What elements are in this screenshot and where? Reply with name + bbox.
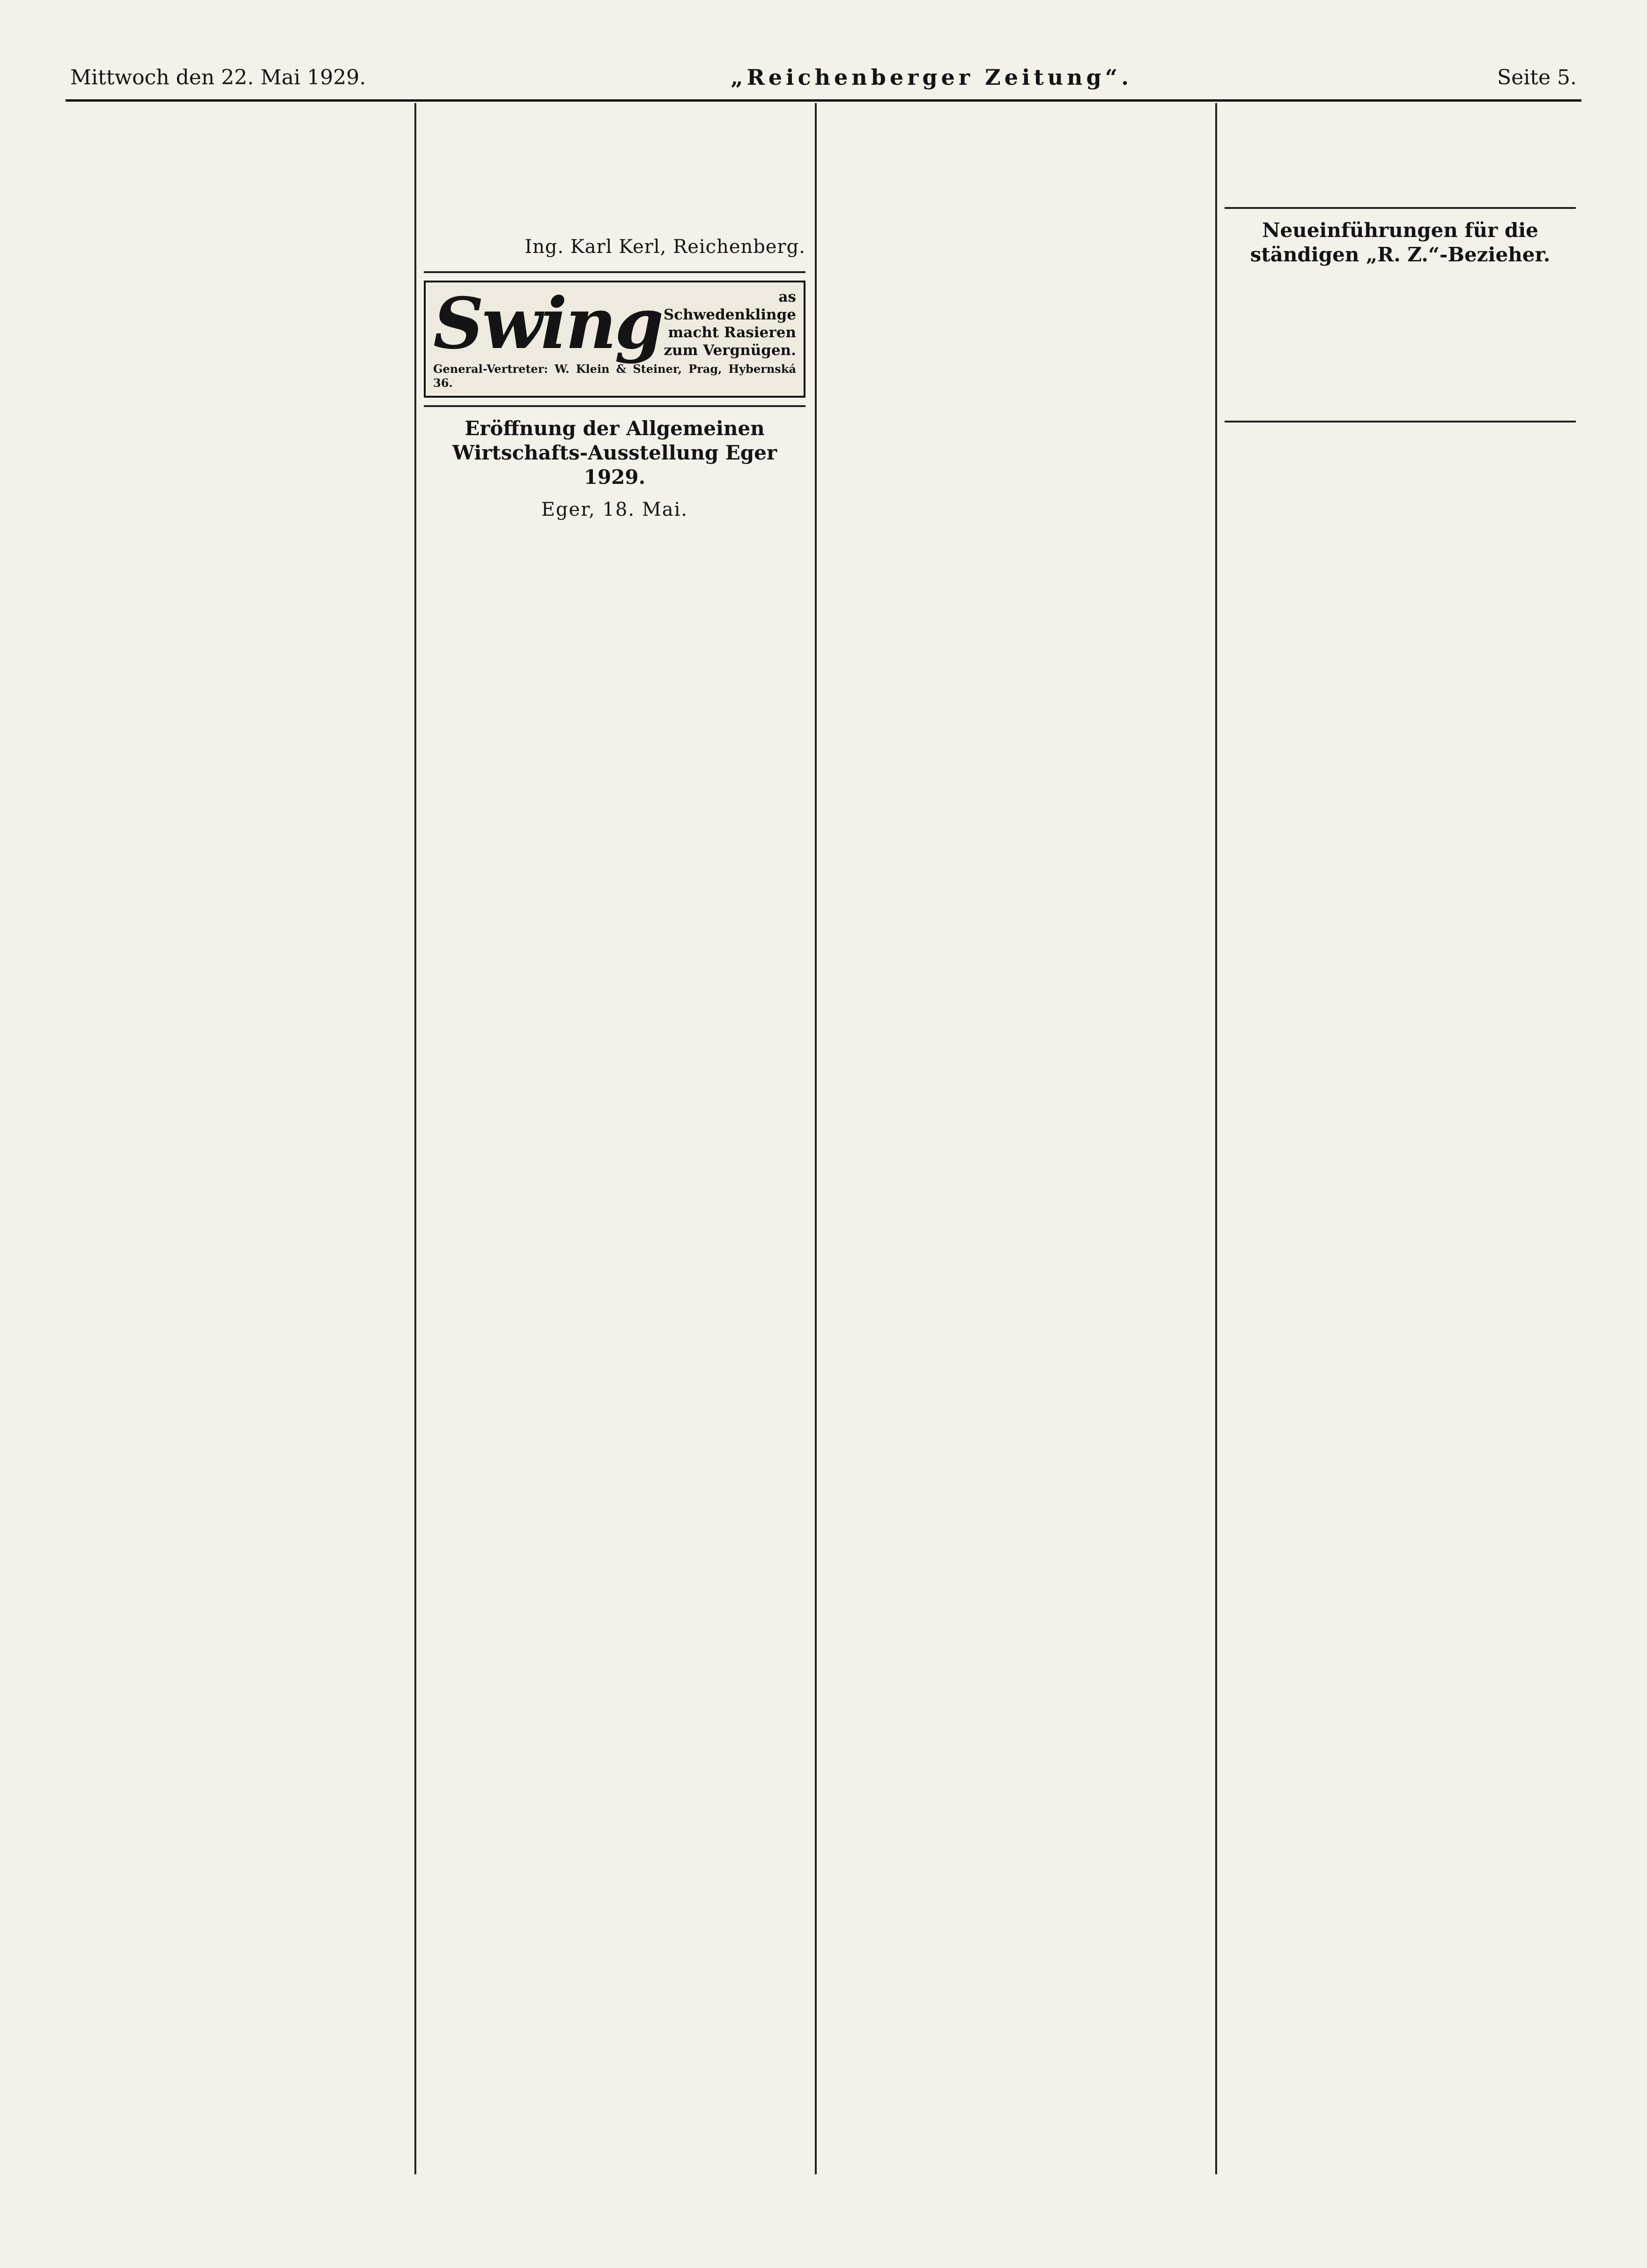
column-divider — [1215, 103, 1217, 2174]
paragraph — [70, 132, 405, 156]
paragraph — [1225, 427, 1576, 451]
header-date: Mittwoch den 22. Mai 1929. — [70, 65, 366, 89]
paragraph — [1225, 132, 1576, 156]
paragraph — [824, 132, 1206, 156]
column-1 — [70, 109, 405, 2174]
paragraph — [1225, 393, 1576, 416]
section-divider — [424, 271, 805, 273]
article-byline: Ing. Karl Kerl, Reichenberg. — [524, 236, 805, 258]
column-3 — [824, 109, 1206, 2174]
paragraph — [424, 179, 805, 202]
column-2 — [424, 109, 805, 2174]
swing-advertisement — [424, 281, 805, 398]
page-header — [70, 56, 1577, 98]
column-divider — [414, 103, 416, 2174]
paragraph — [1225, 369, 1576, 393]
article-headline: Neueinführungen für die ständigen „R. Z.“-Bezieher. — [1250, 219, 1551, 266]
paragraph — [824, 202, 1206, 226]
paragraph — [70, 109, 405, 132]
paragraph — [424, 202, 805, 226]
section-divider — [1225, 421, 1576, 422]
paragraph — [424, 132, 805, 156]
paragraph — [70, 273, 405, 296]
paragraph — [70, 179, 405, 202]
header-rule — [66, 99, 1581, 102]
paragraph — [70, 226, 405, 249]
paragraph — [424, 521, 805, 545]
paragraph — [1225, 451, 1576, 474]
paragraph — [824, 156, 1206, 179]
paragraph — [824, 179, 1206, 202]
paragraph — [824, 226, 1206, 249]
section-divider — [1225, 207, 1576, 209]
paragraph — [824, 109, 1206, 132]
paragraph — [1225, 179, 1576, 202]
ad-brand-logo: Swing — [433, 282, 662, 365]
newspaper-title: „Reichenberger Zeitung“. — [731, 65, 1133, 90]
article-dateline: Eger, 18. Mai. — [541, 498, 688, 520]
article-headline: Eröffnung der Allgemeinen Wirtschafts-Ausstellung Eger 1929. — [452, 416, 777, 489]
paragraph — [424, 156, 805, 179]
ad-slogan: as Schwedenklinge macht Rasieren zum Vergnügen. — [663, 288, 796, 359]
paragraph — [70, 249, 405, 273]
column-divider — [815, 103, 817, 2174]
page-number: Seite 5. — [1497, 65, 1577, 89]
paragraph — [1225, 322, 1576, 346]
paragraph — [424, 109, 805, 132]
paragraph — [1225, 156, 1576, 179]
section-divider — [424, 405, 805, 407]
paragraph — [1225, 275, 1576, 299]
ad-footer: General-Vertreter: W. Klein & Steiner, Prag, Hybernská 36. — [433, 362, 796, 390]
paragraph — [70, 156, 405, 179]
paragraph — [1225, 299, 1576, 322]
column-4 — [1225, 109, 1576, 2174]
paragraph — [1225, 346, 1576, 369]
paragraph — [1225, 109, 1576, 132]
paragraph — [70, 202, 405, 226]
